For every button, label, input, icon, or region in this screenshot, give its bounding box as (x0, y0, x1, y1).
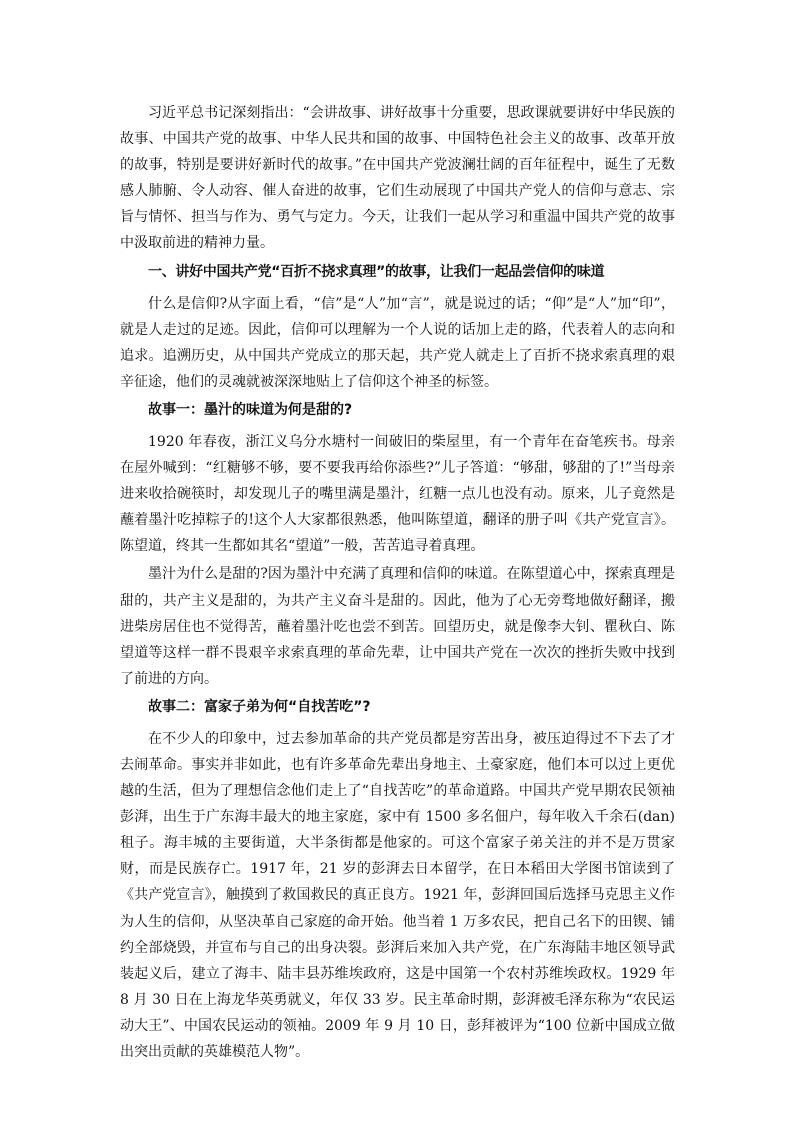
intro-paragraph: 习近平总书记深刻指出：“会讲故事、讲好故事十分重要，思政课就要讲好中华民族的故事、中国共产党的故事、中华人民共和国的故事、中国特色社会主义的故事、改革开放的故事，特别是要讲好新时代的故事。”在中国共产党波澜壮阔的百年征程中，诞生了无数感人肺腑、令人动容、催人奋进的故事，它们生动展现了中国共产党人的信仰与意志、宗旨与情怀、担当与作为、勇气与定力。今天，让我们一起从学习和重温中国共产党的故事中汲取前进的精神力量。 (120, 105, 675, 252)
story2-heading: 故事二：富家子弟为何“自找苦吃”? (148, 698, 371, 715)
story1-heading: 故事一：墨汁的味道为何是甜的? (148, 401, 353, 418)
document-page (120, 100, 675, 1067)
story2-paragraph-1: 在不少人的印象中，过去参加革命的共产党员都是穷苦出身，被压迫得过不下去了才去闹革命。事实并非如此，也有许多革命先辈出身地主、土豪家庭，他们本可以过上更优越的生活，但为了理想信念他们走上了“自找苦吃”的革命道路。中国共产党早期农民领袖彭湃，出生于广东海丰最大的地主家庭，家中有 1500 多名佃户，每年收入千余石(dan)租子。海丰城的主要街道，大半条街都是他家的。可这个富家子弟关注的并不是万贯家财，而是民族存亡。1917 年，21 岁的彭湃去日本留学，在日本稻田大学图书馆读到了《共产党宣言》，触摸到了救国救民的真正良方。1921 年，彭湃回国后选择马克思主义作为人生的信仰，从坚决革自己家庭的命开始。他当着 1 万多农民，把自己名下的田锲、铺约全部烧毁，并宣布与自己的出身决裂。彭湃后来加入共产党，在广东海陆丰地区领导武装起义后，建立了海丰、陆丰县苏维埃政府，这是中国第一个农村苏维埃政权。1929 年 8 月 30 日在上海龙华英勇就义，年仅 33 岁。民主革命时期，彭湃被毛泽东称为“农民运动大王”、中国农民运动的领袖。2009 年 9 月 10 日，彭拜被评为“100 位新中国成立做出突出贡献的英雄模范人物”。 (120, 730, 675, 1060)
story1-paragraph-2: 墨汁为什么是甜的?因为墨汁中充满了真理和信仰的味道。在陈望道心中，探索真理是甜的，共产主义是甜的，为共产主义奋斗是甜的。因此，他为了心无旁骛地做好翻译，搬进柴房居住也不觉得苦，蘸着墨汁吃也尝不到苦。回望历史，就是像李大钊、瞿秋白、陈望道等这样一群不畏艰辛求索真理的革命先辈，让中国共产党在一次次的挫折失败中找到了前进的方向。 (120, 566, 675, 687)
story1-paragraph-1: 1920 年春夜，浙江义乌分水塘村一间破旧的柴屋里，有一个青年在奋笔疾书。母亲在屋外喊到：“红糖够不够，要不要我再给你添些?”儿子答道：“够甜，够甜的了!”当母亲进来收拾碗筷时，却发现儿子的嘴里满是墨汁，红糖一点儿也没有动。原来，儿子竟然是蘸着墨汁吃掉粽子的!这个人大家都很熟悉，他叫陈望道，翻译的册子叫《共产党宣言》。陈望道，终其一生都如其名“望道”一般，苦苦追寻着真理。 (120, 433, 675, 555)
section1-paragraph: 什么是信仰?从字面上看，“信”是“人”加“言”，就是说过的话；“仰”是“人”加“印”，就是人走过的足迹。因此，信仰可以理解为一个人说的话加上走的路，代表着人的志向和追求。追溯历史，从中国共产党成立的那天起，共产党人就走上了百折不挠求索真理的艰辛征途，他们的灵魂就被深深地贴上了信仰这个神圣的标签。 (120, 295, 675, 390)
section1-heading: 一、讲好中国共产党“百折不挠求真理”的故事，让我们一起品尝信仰的味道 (148, 263, 605, 280)
